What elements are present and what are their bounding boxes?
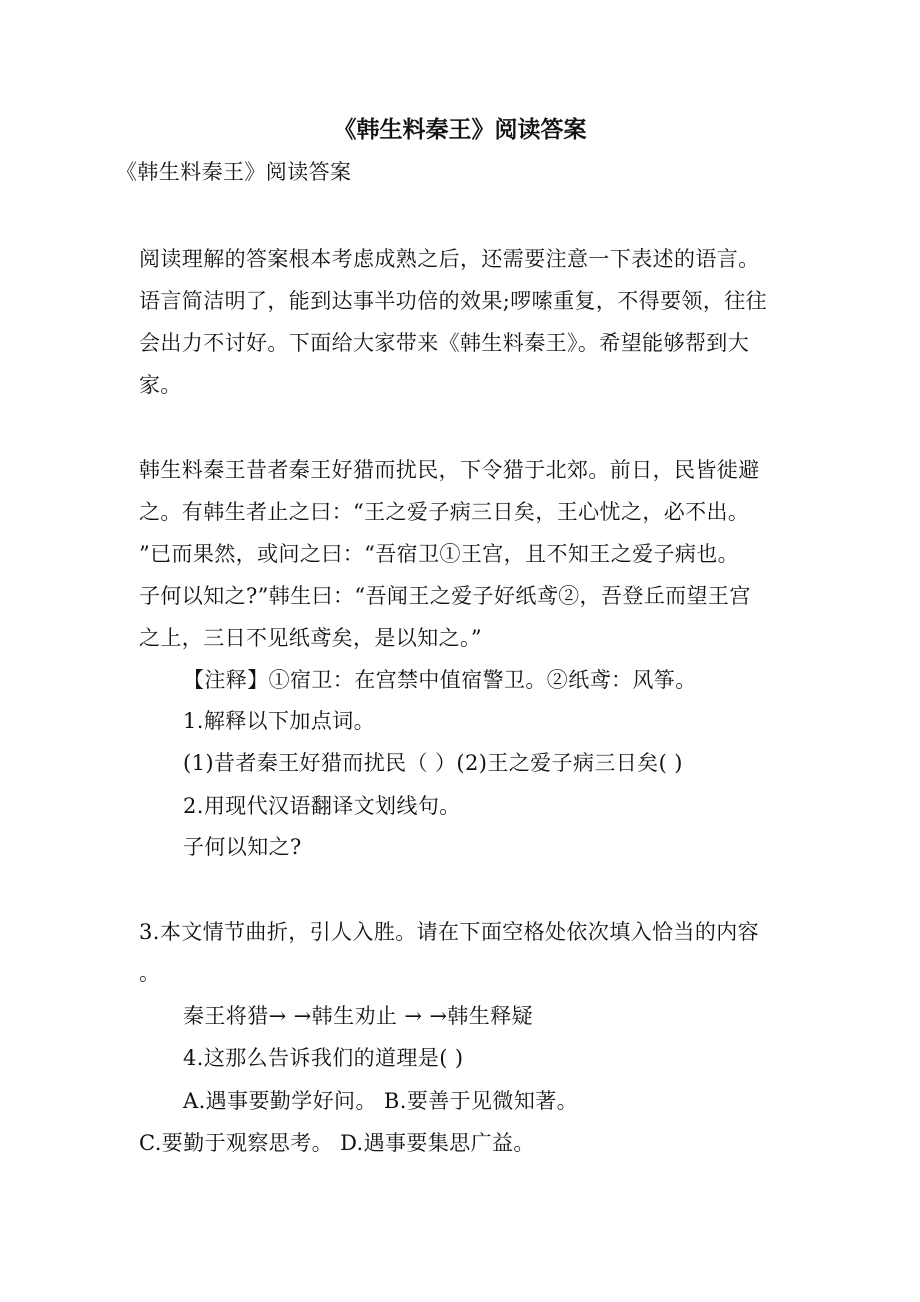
question-4-options: C.要勤于观察思考。 D.遇事要集思广益。 xyxy=(139,1131,535,1155)
intro-line: 会出力不讨好。下面给大家带来《韩生料秦王》。希望能够帮到大 xyxy=(139,331,750,355)
document-title: 《韩生料秦王》阅读答案 xyxy=(333,117,587,143)
intro-line: 语言简洁明了，能到达事半功倍的效果;啰嗦重复，不得要领，往往 xyxy=(139,289,768,313)
question-4: 4.这那么告诉我们的道理是( ) xyxy=(183,1046,464,1070)
story-line: 之上，三日不见纸鸢矣，是以知之。” xyxy=(139,626,483,650)
annotation-note: 【注释】①宿卫：在宫禁中值宿警卫。②纸鸢：风筝。 xyxy=(183,668,697,692)
story-line: 之。有韩生者止之曰：“王之爱子病三日矣，王心忧之，必不出。 xyxy=(139,500,750,524)
story-line: 韩生料秦王昔者秦王好猎而扰民，下令猎于北郊。前日，民皆徙避 xyxy=(139,458,760,482)
intro-line: 阅读理解的答案根本考虑成熟之后，还需要注意一下表述的语言。 xyxy=(139,247,760,271)
intro-line: 家。 xyxy=(139,373,182,397)
question-2: 2.用现代汉语翻译文划线句。 xyxy=(183,794,461,818)
question-3-flow: 秦王将猎→ →韩生劝止 → →韩生释疑 xyxy=(183,1004,534,1028)
story-line: 子何以知之?”韩生曰：“吾闻王之爱子好纸鸢②，吾登丘而望王宫 xyxy=(139,584,751,608)
question-3: 3.本文情节曲折，引人入胜。请在下面空格处依次填入恰当的内容 xyxy=(139,920,760,944)
document-subtitle: 《韩生料秦王》阅读答案 xyxy=(116,160,352,184)
question-3-continuation: 。 xyxy=(139,961,161,985)
question-4-options: A.遇事要勤学好问。 B.要善于见微知著。 xyxy=(183,1089,579,1113)
question-1-items: (1)昔者秦王好猎而扰民（ ）(2)王之爱子病三日矣( ) xyxy=(183,751,683,775)
question-2-sentence: 子何以知之? xyxy=(183,835,302,859)
story-line: ”已而果然，或问之曰：“吾宿卫①王宫，且不知王之爱子病也。 xyxy=(139,542,740,566)
question-1: 1.解释以下加点词。 xyxy=(183,709,376,733)
